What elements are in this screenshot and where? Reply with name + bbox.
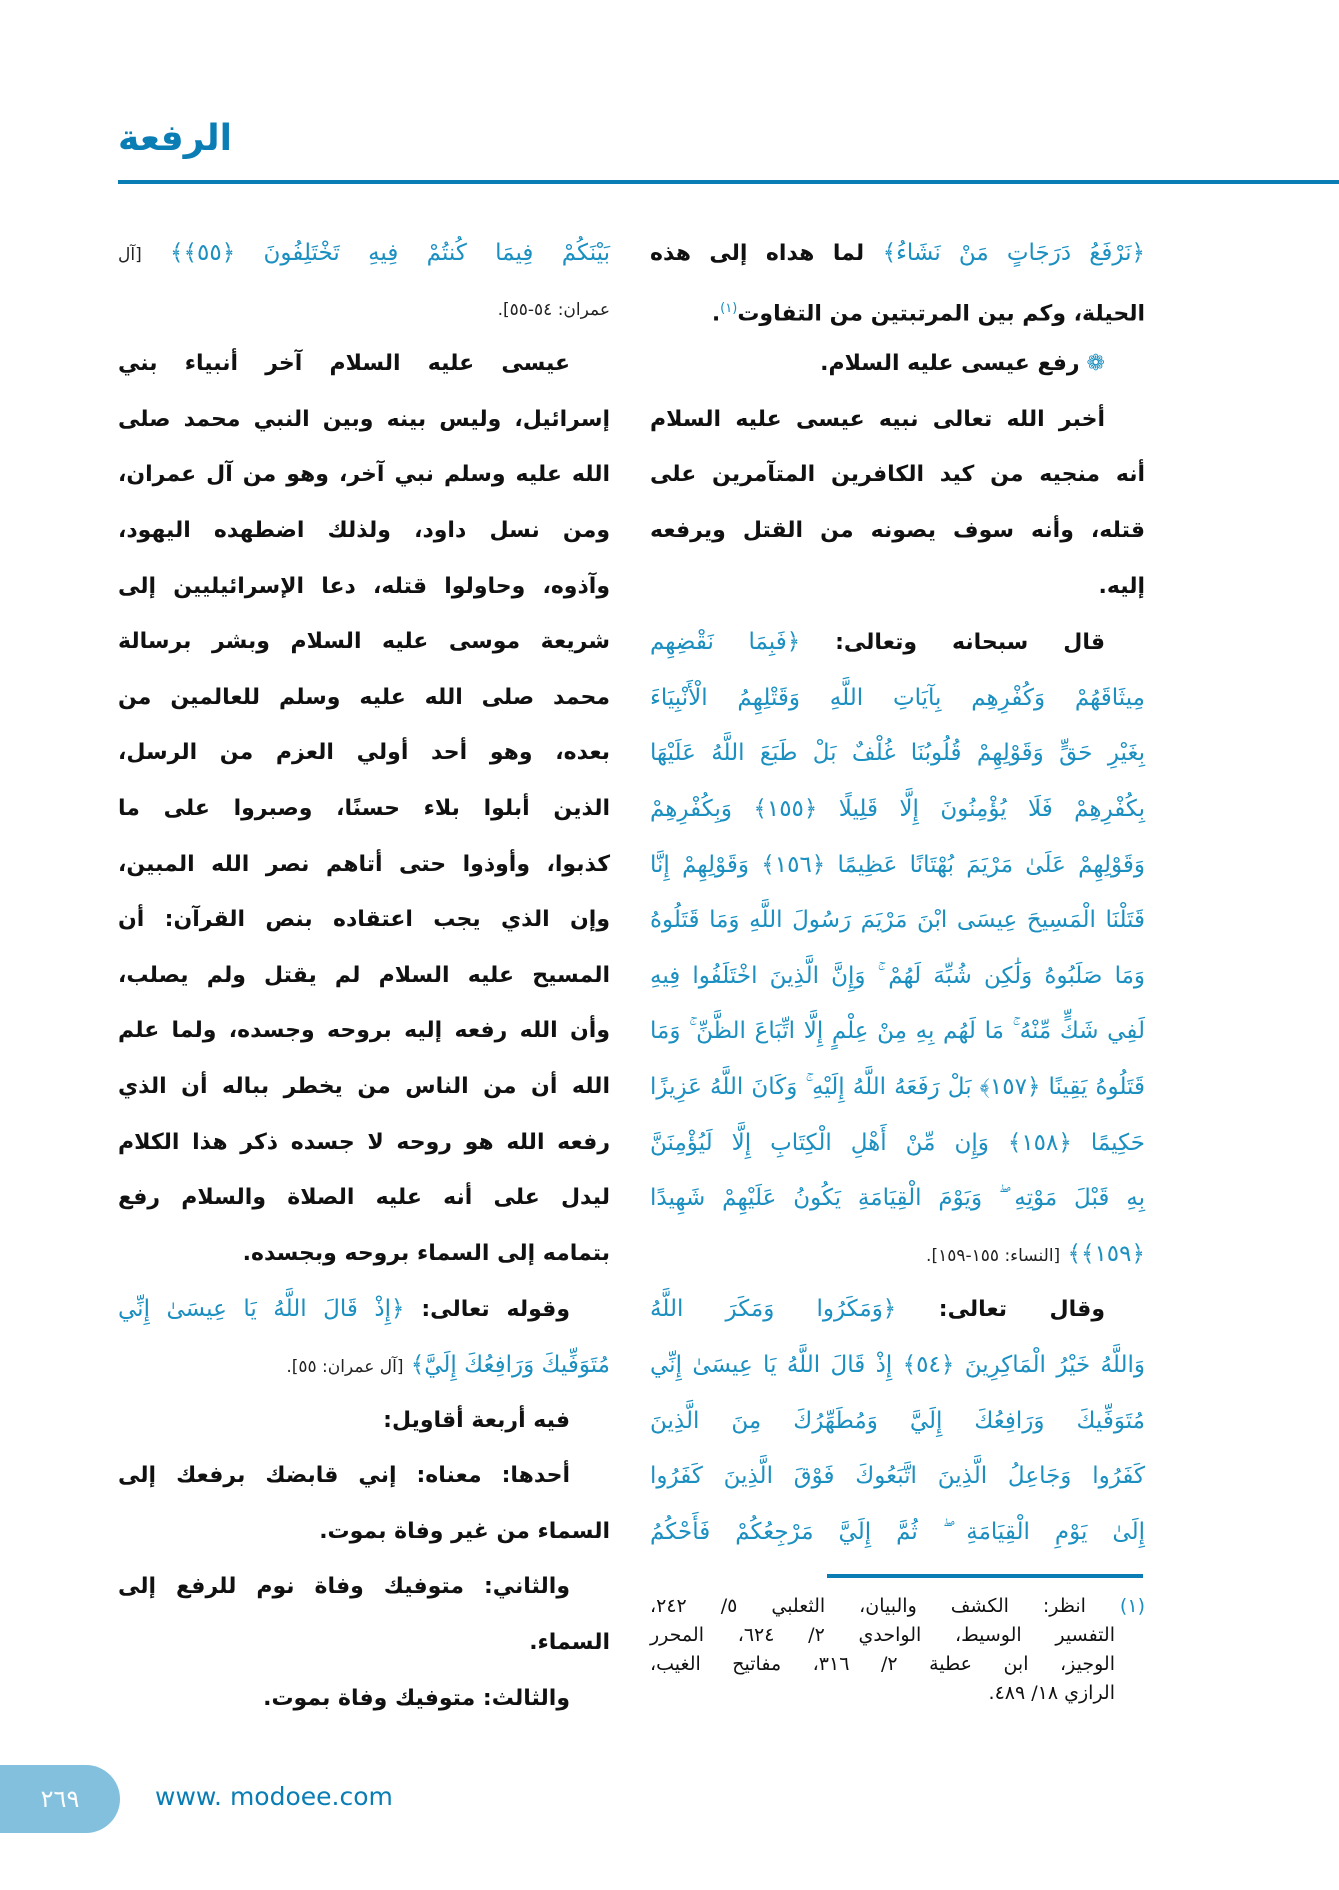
body-text: كذبوا، وأوذوا حتى أتاهم نصر الله المبين، <box>118 851 610 877</box>
quran-verse: مِيثَاقَهُمْ وَكُفْرِهِم بِآيَاتِ اللَّهِ وَقَتْلِهِمُ الْأَنْبِيَاءَ <box>650 684 1145 711</box>
footnote-line <box>650 1592 1145 1621</box>
body-text: الله أن من الناس من يخطر بباله أن الذي <box>118 1074 610 1099</box>
verse-reference: عمران: ٥٤-٥٥]. <box>497 299 610 320</box>
quran-verse: ﴿وَمَكَرُوا وَمَكَرَ اللَّهُ <box>650 1296 897 1323</box>
right-column-line <box>650 284 1145 334</box>
body-text: السماء من غير وفاة بموت. <box>319 1518 610 1544</box>
body-text: المسيح عليه السلام لم يقتل ولم يصلب، <box>118 962 610 988</box>
left-column-line <box>118 1062 610 1112</box>
left-column-line <box>118 1340 610 1390</box>
footnote-rule <box>827 1574 1143 1578</box>
left-column-line <box>118 1396 610 1446</box>
right-column-line <box>650 895 1145 945</box>
quran-verse: وَمَا صَلَبُوهُ وَلَٰكِن شُبِّهَ لَهُمْ ۚ وَإِنَّ الَّذِينَ اخْتَلَفُوا فِيهِ <box>650 962 1145 989</box>
right-column-line <box>650 1340 1145 1390</box>
body-text: الحيلة، وكم بين المرتبتين من التفاوت <box>737 300 1145 326</box>
footnote-text: الرازي ١٨/ ٤٨٩. <box>988 1682 1115 1704</box>
left-column-line <box>118 1507 610 1557</box>
body-text: قال سبحانه وتعالى: <box>800 630 1105 656</box>
website-link[interactable]: www. modoee.com <box>155 1782 393 1811</box>
right-column-line <box>650 840 1145 890</box>
body-text: وقال تعالى: <box>896 1297 1105 1323</box>
left-column-line <box>118 673 610 723</box>
left-column-line <box>118 840 610 890</box>
body-text: ومن نسل داود، ولذلك اضطهده اليهود، <box>118 518 610 543</box>
quran-verse: مُتَوَفِّيكَ وَرَافِعُكَ إِلَيَّ﴾ <box>403 1352 610 1378</box>
body-text: قتله، وأنه سوف يصونه من القتل ويرفعه <box>650 518 1145 543</box>
left-column-line <box>118 617 610 667</box>
body-text: . <box>711 300 721 326</box>
right-column-line <box>650 728 1145 778</box>
left-column-line <box>118 1284 610 1334</box>
body-text: أخبر الله تعالى نبيه عيسى عليه السلام <box>650 406 1105 432</box>
footnote-line <box>650 1679 1145 1708</box>
quran-verse: لَفِي شَكٍّ مِّنْهُ ۚ مَا لَهُم بِهِ مِنْ عِلْمٍ إِلَّا اتِّبَاعَ الظَّنِّ ۚ وَمَا <box>650 1018 1145 1045</box>
quran-verse: مُتَوَفِّيكَ وَرَافِعُكَ إِلَيَّ وَمُطَهِّرُكَ مِنَ الَّذِينَ <box>650 1407 1145 1434</box>
right-column-line <box>650 1173 1145 1223</box>
footnote-number: (١) <box>1119 1595 1145 1617</box>
body-text: وأن الله رفعه إليه بروحه وجسده، ولما علم <box>118 1018 610 1044</box>
footnote-text: انظر: الكشف والبيان، الثعلبي ٥/ ٢٤٢، <box>650 1595 1086 1617</box>
left-column-line <box>118 1118 610 1168</box>
right-column-line <box>650 228 1145 278</box>
left-column-line <box>118 1618 610 1668</box>
body-text: والثاني: متوفيك وفاة نوم للرفع إلى <box>118 1574 570 1600</box>
right-column-line <box>650 562 1145 612</box>
quran-verse: وَقَوْلِهِمْ عَلَىٰ مَرْيَمَ بُهْتَانًا عَظِيمًا ﴿١٥٦﴾ وَقَوْلِهِمْ إِنَّا <box>650 851 1145 878</box>
left-column-line <box>118 506 610 556</box>
body-text: أنه منجيه من كيد الكافرين المتآمرين على <box>650 462 1145 488</box>
right-column-line <box>650 1062 1145 1112</box>
body-text: الله عليه وسلم نبي آخر، وهو من آل عمران، <box>118 462 610 488</box>
left-column-line <box>118 395 610 445</box>
right-column-line <box>650 673 1145 723</box>
left-column-line <box>118 1451 610 1501</box>
quran-verse: قَتَلْنَا الْمَسِيحَ عِيسَى ابْنَ مَرْيَمَ رَسُولَ اللَّهِ وَمَا قَتَلُوهُ <box>650 907 1145 934</box>
body-text: بعده، وهو أحد أولي العزم من الرسل، <box>118 740 610 766</box>
body-text: فيه أربعة أقاويل: <box>383 1407 570 1433</box>
right-column-line <box>650 1396 1145 1446</box>
left-column-line <box>118 784 610 834</box>
quran-verse: ﴿إِذْ قَالَ اللَّهُ يَا عِيسَىٰ إِنِّي <box>118 1296 405 1323</box>
flower-icon: ❁ <box>1079 351 1105 377</box>
right-column-line <box>650 339 1145 389</box>
right-column-line <box>650 951 1145 1001</box>
quran-verse: بِغَيْرِ حَقٍّ وَقَوْلِهِمْ قُلُوبُنَا غُلْفٌ بَلْ طَبَعَ اللَّهُ عَلَيْهَا <box>650 740 1145 767</box>
left-column-line <box>118 1006 610 1056</box>
body-text: عيسى عليه السلام آخر أنبياء بني <box>118 351 570 377</box>
right-column-line <box>650 1118 1145 1168</box>
body-text: أحدها: معناه: إني قابضك برفعك إلى <box>118 1463 570 1489</box>
quran-verse: إِلَىٰ يَوْمِ الْقِيَامَةِ ۖ ثُمَّ إِلَيَّ مَرْجِعُكُمْ فَأَحْكُمُ <box>650 1518 1145 1545</box>
quran-verse: بَيْنَكُمْ فِيمَا كُنتُمْ فِيهِ تَخْتَلِفُونَ ﴿٥٥﴾﴾ <box>141 240 611 266</box>
right-column-line <box>650 1006 1145 1056</box>
quran-verse: بِكُفْرِهِمْ فَلَا يُؤْمِنُونَ إِلَّا قَلِيلًا ﴿١٥٥﴾ وَبِكُفْرِهِمْ <box>650 796 1145 822</box>
quran-verse: ﴿١٥٩﴾﴾ <box>1060 1240 1145 1267</box>
body-text: محمد صلى الله عليه وسلم للعالمين من <box>118 684 610 710</box>
right-column-line <box>650 1507 1145 1557</box>
left-column-line <box>118 562 610 612</box>
page-number: ٢٦٩ <box>0 1765 120 1833</box>
body-text: ليدل على أنه عليه الصلاة والسلام رفع <box>118 1185 610 1211</box>
verse-reference: [النساء: ١٥٥-١٥٩]. <box>926 1245 1061 1266</box>
left-column-line <box>118 1173 610 1223</box>
right-column-line <box>650 1284 1145 1334</box>
left-column-line <box>118 284 610 334</box>
left-column-line <box>118 339 610 389</box>
left-column-line <box>118 895 610 945</box>
left-column-line <box>118 1562 610 1612</box>
body-text: الذين أبلوا بلاء حسنًا، وصبروا على ما <box>118 796 610 821</box>
left-column-line <box>118 728 610 778</box>
right-column-line <box>650 1229 1145 1279</box>
left-column-line <box>118 1674 610 1724</box>
quran-verse: حَكِيمًا ﴿١٥٨﴾ وَإِن مِّنْ أَهْلِ الْكِتَابِ إِلَّا لَيُؤْمِنَنَّ <box>650 1129 1145 1156</box>
verse-reference: [آل عمران: ٥٥]. <box>286 1357 404 1377</box>
footnote-marker[interactable]: (١) <box>720 300 738 316</box>
body-text: إليه. <box>1098 573 1145 599</box>
quran-verse: قَتَلُوهُ يَقِينًا ﴿١٥٧﴾ بَلْ رَفَعَهُ اللَّهُ إِلَيْهِ ۚ وَكَانَ اللَّهُ عَزِيزًا <box>650 1074 1145 1100</box>
chapter-title: الرفعة <box>118 118 232 159</box>
quran-verse: بِهِ قَبْلَ مَوْتِهِ ۖ وَيَوْمَ الْقِيَامَةِ يَكُونُ عَلَيْهِمْ شَهِيدًا <box>650 1185 1145 1212</box>
quran-verse: ﴿نَرْفَعُ دَرَجَاتٍ مَنْ نَشَاءُ﴾ <box>882 240 1145 266</box>
verse-reference: [آل <box>118 245 142 265</box>
header-rule <box>118 180 1339 184</box>
left-column-line <box>118 951 610 1001</box>
quran-verse: ﴿فَبِمَا نَقْضِهِم <box>650 629 801 656</box>
body-text: رفع عيسى عليه السلام. <box>820 351 1080 377</box>
left-column-line <box>118 450 610 500</box>
right-column-line <box>650 395 1145 445</box>
body-text: لما هداه إلى هذه <box>650 241 883 266</box>
body-text: وآذوه، وحاولوا قتله، دعا الإسرائيليين إلى <box>118 573 610 599</box>
body-text: بتمامه إلى السماء بروحه وبجسده. <box>242 1240 610 1266</box>
left-column-line <box>118 1229 610 1279</box>
footnote-text: الوجيز، ابن عطية ٢/ ٣١٦، مفاتيح الغيب، <box>650 1653 1115 1675</box>
quran-verse: وَاللَّهُ خَيْرُ الْمَاكِرِينَ ﴿٥٤﴾ إِذْ قَالَ اللَّهُ يَا عِيسَىٰ إِنِّي <box>650 1352 1145 1378</box>
footnote-line <box>650 1621 1145 1650</box>
body-text: إسرائيل، وليس بينه وبين النبي محمد صلى <box>118 406 610 432</box>
right-column-line <box>650 617 1145 667</box>
body-text: السماء. <box>529 1630 610 1655</box>
footnote-text: التفسير الوسيط، الواحدي ٢/ ٦٢٤، المحرر <box>650 1624 1115 1646</box>
quran-verse: كَفَرُوا وَجَاعِلُ الَّذِينَ اتَّبَعُوكَ فَوْقَ الَّذِينَ كَفَرُوا <box>650 1463 1145 1490</box>
body-text: وإن الذي يجب اعتقاده بنص القرآن: أن <box>118 907 610 933</box>
right-column-line <box>650 450 1145 500</box>
right-column-line <box>650 506 1145 556</box>
right-column-line <box>650 784 1145 834</box>
left-column-line <box>118 228 610 278</box>
body-text: والثالث: متوفيك وفاة بموت. <box>263 1685 570 1711</box>
right-column-line <box>650 1451 1145 1501</box>
footnote-line <box>650 1650 1145 1679</box>
body-text: شريعة موسى عليه السلام وبشر برسالة <box>118 629 610 655</box>
body-text: رفعه الله هو روحه لا جسده ذكر هذا الكلام <box>118 1129 610 1155</box>
body-text: وقوله تعالى: <box>404 1297 570 1323</box>
